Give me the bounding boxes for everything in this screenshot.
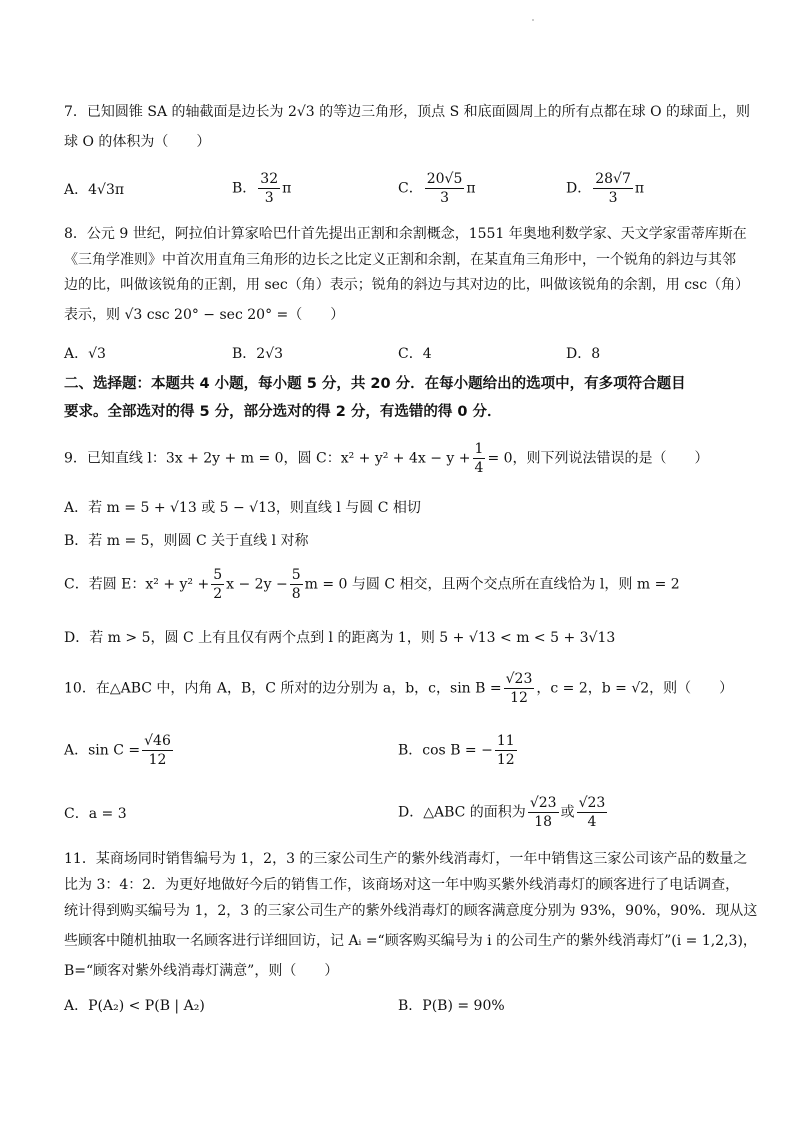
q8-option-a: A．√3 <box>64 346 106 362</box>
q11-stem-line3: 统计得到购买编号为 1，2，3 的三家公司生产的紫外线消毒灯的顾客满意度分别为 93%，90%，90%．现从这 <box>64 903 758 919</box>
q7-stem-line2: 球 O 的体积为（ ） <box>64 134 211 150</box>
q7-option-c: C． $\frac{20√5}{3}$ π <box>398 171 476 206</box>
q7-stem-line1: 7．已知圆锥 SA 的轴截面是边长为 2√3 的等边三角形，顶点 S 和底面圆周上的所有点都在球 O 的球面上，则 <box>64 104 751 120</box>
q11-stem-line4: 些顾客中随机抽取一名顾客进行详细回访，记 Aᵢ =“顾客购买编号为 i 的公司生产的紫外线消毒灯”(i = 1,2,3)， <box>64 933 757 949</box>
q10-option-b: B．cos B = − $\frac{11}{12}$ <box>398 733 515 768</box>
q8-stem-line3: 边的比，叫做该锐角的正割，用 sec（角）表示；锐角的斜边与其对边的比，叫做该锐角的余割，用 csc（角） <box>64 277 750 293</box>
q11-option-b: B．P(B) = 90% <box>398 998 505 1014</box>
q9-option-b: B．若 m = 5，则圆 C 关于直线 l 对称 <box>64 533 309 549</box>
q7-option-b: B． $\frac{32}{3}$ π <box>232 171 292 206</box>
q10-option-c: C．a = 3 <box>64 806 127 822</box>
q11-stem-line2: 比为 3：4：2．为更好地做好今后的销售工作，该商场对这一年中购买紫外线消毒灯的顾客进行了电话调查， <box>64 877 740 893</box>
q9-option-d: D．若 m > 5，圆 C 上有且仅有两个点到 l 的距离为 1，则 5 + √13 < m < 5 + 3√13 <box>64 630 616 646</box>
q11-stem-line1: 11．某商场同时销售编号为 1，2，3 的三家公司生产的紫外线消毒灯，一年中销售这三家公司该产品的数量之 <box>64 851 748 867</box>
q9-stem: 9．已知直线 l：3x + 2y + m = 0，圆 C：x² + y² + 4x − y + $\frac{1}{4}$ = 0，则下列说法错误的是（ ） <box>64 441 709 476</box>
q7-option-d: D． $\frac{28√7}{3}$ π <box>566 171 645 206</box>
q10-option-a: A．sin C = $\frac{√46}{12}$ <box>64 733 171 768</box>
q9-option-c: C．若圆 E：x² + y² + $\frac{5}{2}$ x − 2y − $\frac{5}{8}$ m = 0 与圆 C 相交，且两个交点所在直线恰为 l，则 m = 2 <box>64 567 680 602</box>
q10-option-d: D．△ABC 的面积为 $\frac{√23}{18}$ 或 $\frac{√23}{4}$ <box>398 795 606 830</box>
section2-heading-line2: 要求。全部选对的得 5 分，部分选对的得 2 分，有选错的得 0 分． <box>64 404 502 420</box>
q7-option-a: A．4√3π <box>64 182 125 198</box>
q9-option-a: A．若 m = 5 + √13 或 5 − √13，则直线 l 与圆 C 相切 <box>64 500 421 516</box>
q11-option-a: A．P(A₂) < P(B | A₂) <box>64 998 205 1014</box>
section2-heading-line1: 二、选择题：本题共 4 小题，每小题 5 分，共 20 分．在每小题给出的选项中，有多项符合题目 <box>64 376 686 392</box>
q8-stem-line1: 8．公元 9 世纪，阿拉伯计算家哈巴什首先提出正割和余割概念，1551 年奥地利数学家、天文学家雷蒂库斯在 <box>64 226 747 242</box>
q8-option-d: D．8 <box>566 346 601 362</box>
q10-stem: 10．在△ABC 中，内角 A，B，C 所对的边分别为 a，b，c，sin B = $\frac{√23}{12}$ ，c = 2，b = √2，则（ ） <box>64 671 734 706</box>
q8-stem-line2: 《三角学准则》中首次用直角三角形的边长之比定义正割和余割，在某直角三角形中，一个锐角的斜边与其邻 <box>64 252 736 268</box>
q8-option-c: C．4 <box>398 346 432 362</box>
scan-dot <box>532 19 534 21</box>
q8-stem-line4: 表示，则 √3 csc 20° − sec 20° =（ ） <box>64 307 345 323</box>
q11-stem-line5: B=“顾客对紫外线消毒灯满意”，则（ ） <box>64 963 339 979</box>
q8-option-b: B．2√3 <box>232 346 284 362</box>
